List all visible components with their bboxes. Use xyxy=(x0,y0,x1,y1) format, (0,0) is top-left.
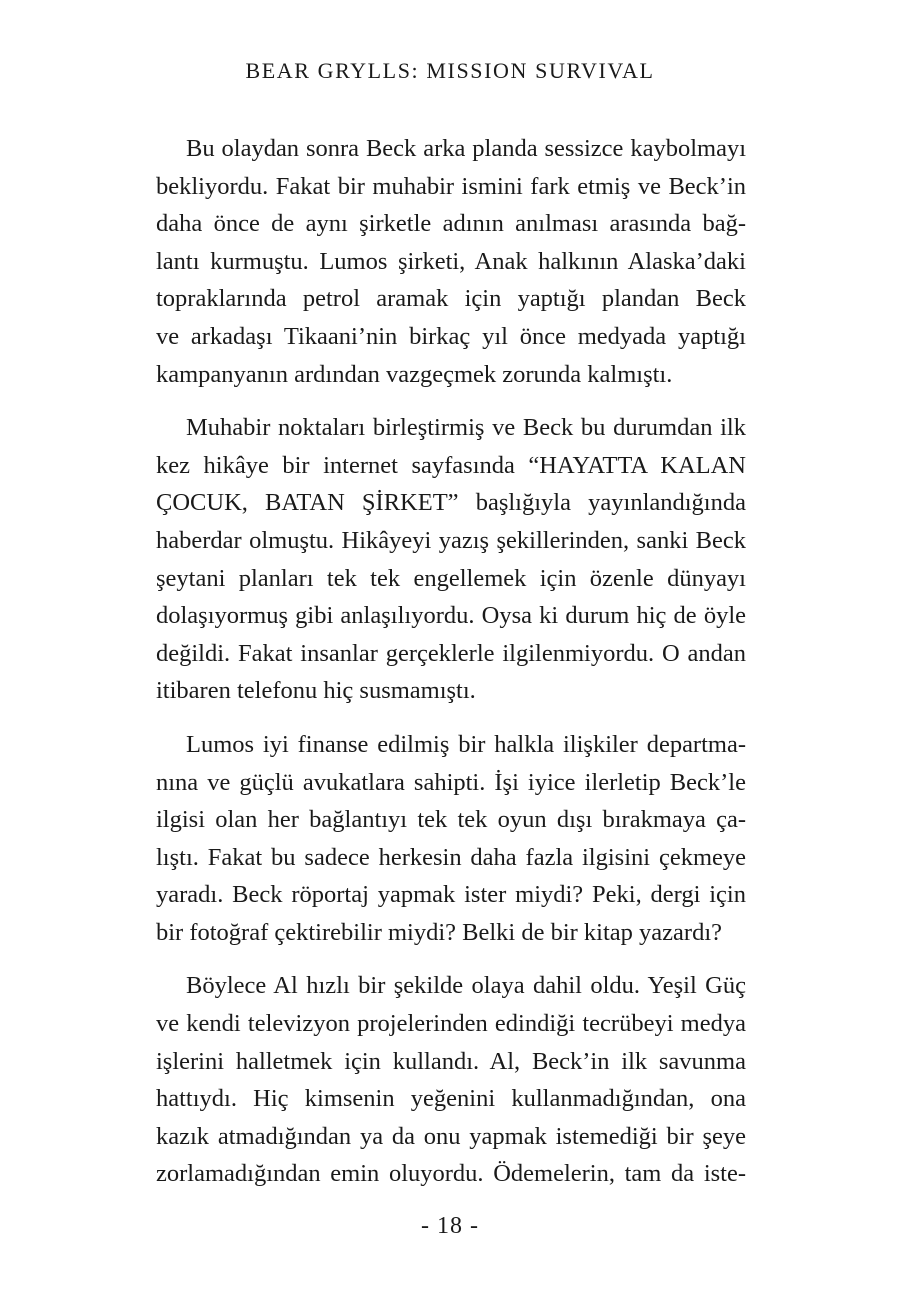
text-line: şeytani planları tek tek engellemek için özenle dünyayı xyxy=(156,564,746,592)
paragraph xyxy=(156,726,746,952)
text-line: topraklarında petrol aramak için yaptığı plandan Beck xyxy=(156,285,746,313)
text-line: dolaşıyormuş gibi anlaşılıyordu. Oysa ki durum hiç de öyle xyxy=(156,602,746,630)
text-line: işlerini halletmek için kullandı. Al, Beck’in ilk savunma xyxy=(156,1047,746,1075)
text-line: Böylece Al hızlı bir şekilde olaya dahil oldu. Yeşil Güç xyxy=(186,972,746,1000)
text-line: kazık atmadığından ya da onu yapmak istemediği bir şeye xyxy=(156,1122,746,1150)
text-line: yaradı. Beck röportaj yapmak ister miydi? Peki, dergi için xyxy=(156,881,746,909)
text-line: Lumos iyi finanse edilmiş bir halkla ilişkiler departma- xyxy=(186,730,746,758)
text-line: Bu olaydan sonra Beck arka planda sessizce kaybolmayı xyxy=(186,135,746,162)
paragraph xyxy=(156,409,746,710)
text-line: ÇOCUK, BATAN ŞİRKET” başlığıyla yayınlandığında xyxy=(156,489,746,517)
body-text xyxy=(156,130,746,1209)
text-line: ve arkadaşı Tikaani’nin birkaç yıl önce medyada yaptığı xyxy=(156,322,746,350)
text-line: ve kendi televizyon projelerinden edindiği tecrübeyi medya xyxy=(156,1010,746,1038)
page-number: - 18 - xyxy=(421,1213,479,1239)
text-line: kampanyanın ardından vazgeçmek zorunda kalmıştı. xyxy=(156,360,673,388)
text-line: değildi. Fakat insanlar gerçeklerle ilgilenmiyordu. O andan xyxy=(156,639,746,667)
text-line: kez hikâye bir internet sayfasında “HAYATTA KALAN xyxy=(156,451,746,479)
text-line: haberdar olmuştu. Hikâyeyi yazış şekillerinden, sanki Beck xyxy=(156,526,746,554)
running-head: BEAR GRYLLS: MISSION SURVIVAL xyxy=(245,58,655,83)
text-line: hattıydı. Hiç kimsenin yeğenini kullanmadığından, ona xyxy=(156,1085,746,1113)
text-line: bir fotoğraf çektirebilir miydi? Belki de bir kitap yazardı? xyxy=(156,918,723,946)
text-line: bekliyordu. Fakat bir muhabir ismini fark etmiş ve Beck’in xyxy=(156,172,746,200)
text-line: ilgisi olan her bağlantıyı tek tek oyun dışı bırakmaya ça- xyxy=(156,806,746,834)
text-line: lıştı. Fakat bu sadece herkesin daha fazla ilgisini çekmeye xyxy=(156,843,746,871)
text-line: Muhabir noktaları birleştirmiş ve Beck bu durumdan ilk xyxy=(186,414,746,442)
text-line: daha önce de aynı şirketle adının anılması arasında bağ- xyxy=(156,210,746,238)
paragraph xyxy=(156,967,746,1193)
text-line: zorlamadığından emin oluyordu. Ödemelerin, tam da iste- xyxy=(156,1160,746,1188)
text-line: nına ve güçlü avukatlara sahipti. İşi iyice ilerletip Beck’le xyxy=(156,768,746,796)
text-line: lantı kurmuştu. Lumos şirketi, Anak halkının Alaska’daki xyxy=(156,247,746,275)
text-line: itibaren telefonu hiç susmamıştı. xyxy=(156,677,476,705)
paragraph xyxy=(156,130,746,393)
